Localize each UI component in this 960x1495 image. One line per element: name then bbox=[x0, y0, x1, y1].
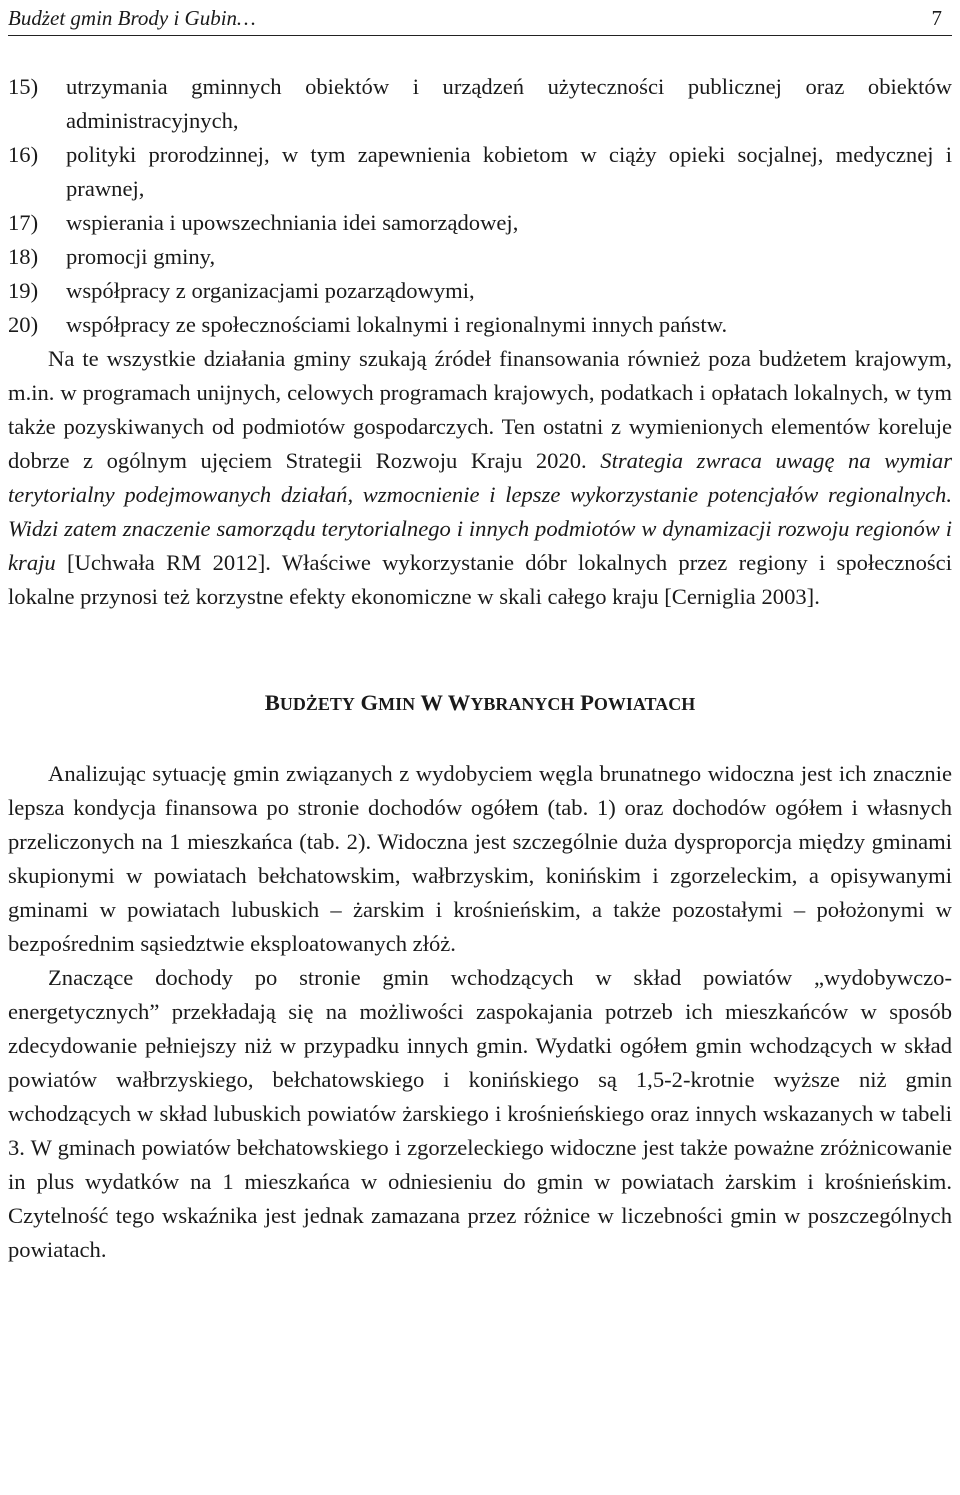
paragraph-text: Na te wszystkie działania gminy szukają źródeł finansowania również poza budżetem krajowym, m.in. w programach unijnych, celowych programach krajowych, podatkach i opłatach lokalnych, w tym także pozyskiwanych od podmiotów gospodarczych. Ten ostatni z wymienionych elementów koreluje dobrze z ogólnym ujęciem Strategii Rozwoju Kraju 2020. bbox=[8, 346, 952, 473]
list-item-text: wspierania i upowszechniania idei samorządowej, bbox=[66, 210, 519, 235]
list-item-text: współpracy z organizacjami pozarządowymi, bbox=[66, 278, 475, 303]
list-item-number: 20) bbox=[8, 312, 39, 337]
paragraph-text: [Uchwała RM 2012]. Właściwe wykorzystanie dóbr lokalnych przez regiony i społeczności lokalne przynosi też korzystne efekty ekonomiczne w skali całego kraju [Cerniglia 2003]. bbox=[8, 550, 952, 609]
paragraph bbox=[8, 342, 952, 614]
list-item bbox=[8, 138, 952, 206]
list-item bbox=[8, 70, 952, 138]
list-item bbox=[8, 240, 952, 274]
list-item-text: utrzymania gminnych obiektów i urządzeń użyteczności publicznej oraz obiektów administracyjnych, bbox=[66, 74, 952, 133]
list-item bbox=[8, 308, 952, 342]
section-heading: BUDŻETY GMIN W WYBRANYCH POWIATACH bbox=[264, 690, 696, 715]
list-item-text: współpracy ze społecznościami lokalnymi i regionalnymi innych państw. bbox=[66, 312, 728, 337]
list-item-number: 18) bbox=[8, 244, 39, 269]
paragraph: Analizując sytuację gmin związanych z wydobyciem węgla brunatnego widoczna jest ich znacznie lepsza kondycja finansowa po stronie dochodów ogółem (tab. 1) oraz dochodów ogółem i własnych przeliczonych na 1 mieszkańca (tab. 2). Widoczna jest szczególnie duża dysproporcja między gminami skupionymi w powiatach bełchatowskim, wałbrzyskim, konińskim i zgorzeleckim, a opisywanymi gminami w powiatach lubuskich – żarskim i krośnieńskim, a także pozostałymi – położonymi w bezpośrednim sąsiedztwie eksploatowanych złóż. bbox=[8, 761, 952, 956]
list-item bbox=[8, 206, 952, 240]
list-item-text: polityki prorodzinnej, w tym zapewnienia kobietom w ciąży opieki socjalnej, medycznej i prawnej, bbox=[66, 142, 952, 201]
list-item-number: 19) bbox=[8, 278, 39, 303]
list-item-number: 15) bbox=[8, 74, 39, 99]
list-item bbox=[8, 274, 952, 308]
page-number: 7 bbox=[931, 6, 942, 30]
running-header bbox=[8, 0, 952, 36]
list-item-text: promocji gminy, bbox=[66, 244, 216, 269]
numbered-list bbox=[8, 70, 952, 342]
paragraph-italic-quote: Strategia zwraca uwagę na wymiar terytorialny podejmowanych działań, wzmocnienie i lepsze wykorzystanie potencjałów regionalnych. Widzi zatem znaczenie samorządu terytorialnego i innych podmiotów w dynamizacji rozwoju regionów i kraju bbox=[8, 448, 952, 575]
list-item-number: 17) bbox=[8, 210, 39, 235]
list-item-number: 16) bbox=[8, 142, 39, 167]
running-header-title: Budżet gmin Brody i Gubin… bbox=[8, 6, 256, 30]
paragraph: Znaczące dochody po stronie gmin wchodzących w skład powiatów „wydobywczo-energetycznych” przekładają się na możliwości zaspokajania potrzeb ich mieszkańców w sposób zdecydowanie pełniejszy niż w przypadku innych gmin. Wydatki ogółem gmin wchodzących w skład powiatów wałbrzyskiego, bełchatowskiego i konińskiego są 1,5-2-krotnie wyższe niż gmin wchodzących w skład lubuskich powiatów żarskiego i krośnieńskiego oraz innych wskazanych w tabeli 3. W gminach powiatów bełchatowskiego i zgorzeleckiego widoczne jest także poważne zróżnicowanie in plus wydatków na 1 mieszkańca w odniesieniu do gmin w powiatach żarskim i krośnieńskim. Czytelność tego wskaźnika jest jednak zamazana przez różnice w liczebności gmin w poszczególnych powiatach. bbox=[8, 965, 952, 1262]
page-body bbox=[8, 70, 952, 1267]
